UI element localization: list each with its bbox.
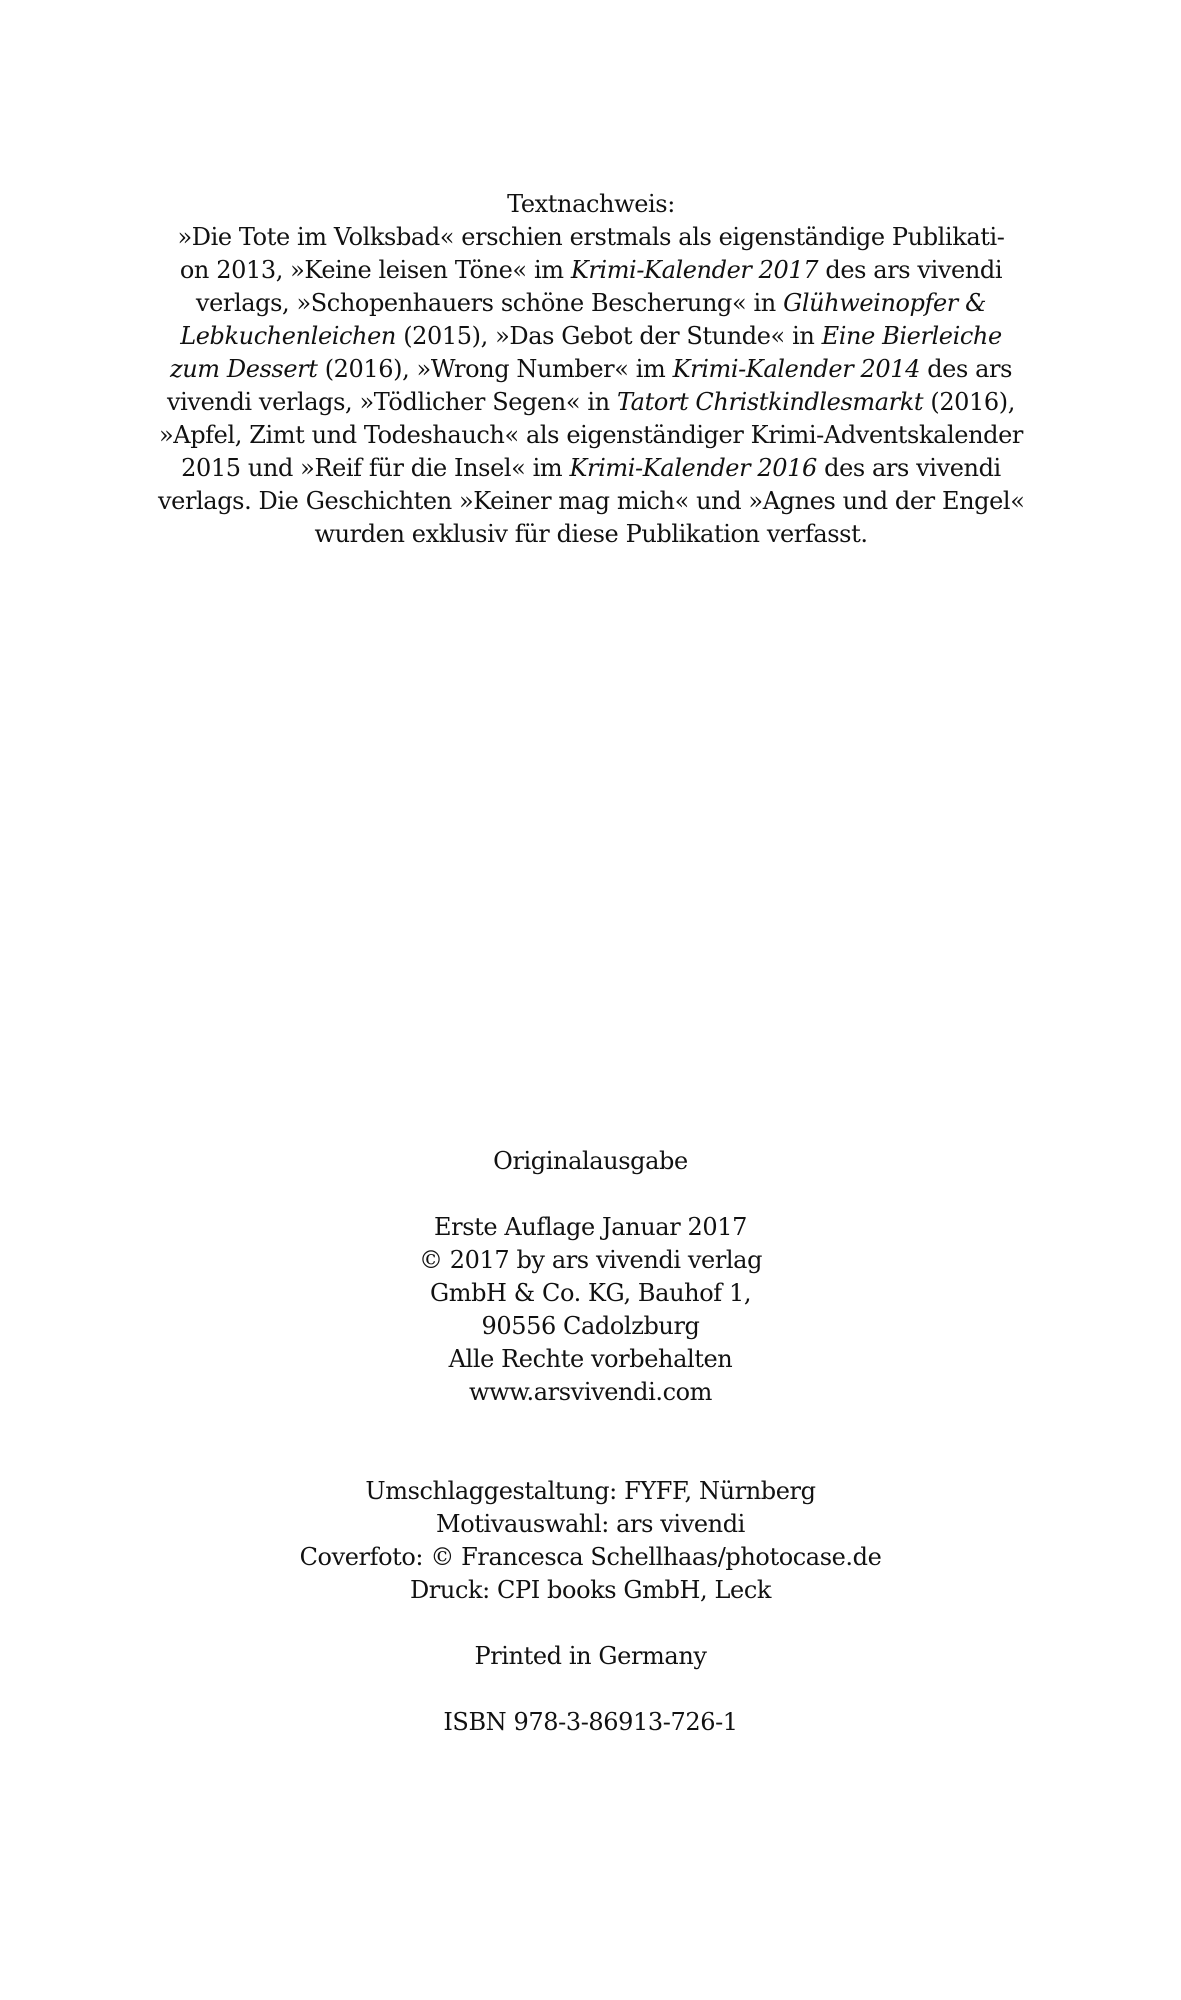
edition-block <box>0 1211 1181 1409</box>
printed-in-block <box>0 1640 1181 1673</box>
credits-title-italic: Krimi-Kalender 2016 <box>569 454 817 482</box>
credits-text: 2015 und »Reif für die Insel« im <box>181 454 570 482</box>
credits-text: verlags. Die Geschichten »Keiner mag mich« und »Agnes und der Engel« <box>158 487 1025 515</box>
credits-title-italic: Glühweinopfer & <box>783 289 987 317</box>
credits-heading: Textnachweis: <box>507 190 675 218</box>
cover-photo-line: Coverfoto: © Francesca Schellhaas/photocase.de <box>299 1543 882 1571</box>
credits-line <box>158 221 1024 254</box>
isbn-line: ISBN 978-3-86913-726-1 <box>443 1708 738 1736</box>
credits-line <box>158 320 1024 353</box>
credits-text: (2016), <box>923 388 1015 416</box>
edition-line: Erste Auflage Januar 2017 <box>434 1213 747 1241</box>
credits-text: (2015), »Das Gebot der Stunde« in <box>395 322 822 350</box>
cover-design-line: Umschlaggestaltung: FYFF, Nürnberg <box>365 1477 816 1505</box>
website-line: www.arsvivendi.com <box>468 1378 713 1406</box>
credits-title-italic: Lebkuchenleichen <box>180 322 396 350</box>
credits-text: vivendi verlags, »Tödlicher Segen« in <box>166 388 617 416</box>
copyright-line: © 2017 by ars vivendi verlag <box>418 1246 763 1274</box>
credits-line <box>158 518 1024 551</box>
credits-text: wurden exklusiv für diese Publikation verfasst. <box>314 520 868 548</box>
publisher-address-line: GmbH & Co. KG, Bauhof 1, <box>429 1279 752 1307</box>
credits-line <box>158 254 1024 287</box>
printer-line: Druck: CPI books GmbH, Leck <box>409 1576 772 1604</box>
credits-title-italic: Krimi-Kalender 2014 <box>672 355 920 383</box>
design-credits-block <box>0 1475 1181 1607</box>
credits-line <box>158 287 1024 320</box>
credits-line <box>158 485 1024 518</box>
credits-title-italic: Tatort Christkindlesmarkt <box>616 388 924 416</box>
credits-text: on 2013, »Keine leisen Töne« im <box>179 256 571 284</box>
credits-line <box>158 452 1024 485</box>
credits-text: (2016), »Wrong Number« im <box>317 355 673 383</box>
original-edition-block <box>0 1145 1181 1178</box>
credits-title-italic: Krimi-Kalender 2017 <box>570 256 819 284</box>
credits-line <box>158 419 1024 452</box>
credits-body <box>158 221 1024 551</box>
credits-text: des ars vivendi <box>818 256 1003 284</box>
original-edition: Originalausgabe <box>493 1147 688 1175</box>
credits-line <box>158 353 1024 386</box>
isbn-block <box>0 1706 1181 1739</box>
rights-line: Alle Rechte vorbehalten <box>448 1345 733 1373</box>
text-credits <box>158 188 1024 551</box>
credits-text: des ars <box>919 355 1013 383</box>
printed-in-line: Printed in Germany <box>474 1642 707 1670</box>
credits-line <box>158 386 1024 419</box>
publisher-city-line: 90556 Cadolzburg <box>481 1312 700 1340</box>
credits-text: verlags, »Schopenhauers schöne Bescherung« in <box>195 289 784 317</box>
motif-line: Motivauswahl: ars vivendi <box>436 1510 745 1538</box>
credits-text: »Apfel, Zimt und Todeshauch« als eigenständiger Krimi-Adventskalender <box>159 421 1023 449</box>
credits-title-italic: Eine Bierleiche <box>821 322 1002 350</box>
credits-title-italic: zum Dessert <box>169 355 318 383</box>
credits-text: des ars vivendi <box>816 454 1001 482</box>
credits-text: »Die Tote im Volksbad« erschien erstmals als eigenständige Publikati- <box>177 223 1005 251</box>
